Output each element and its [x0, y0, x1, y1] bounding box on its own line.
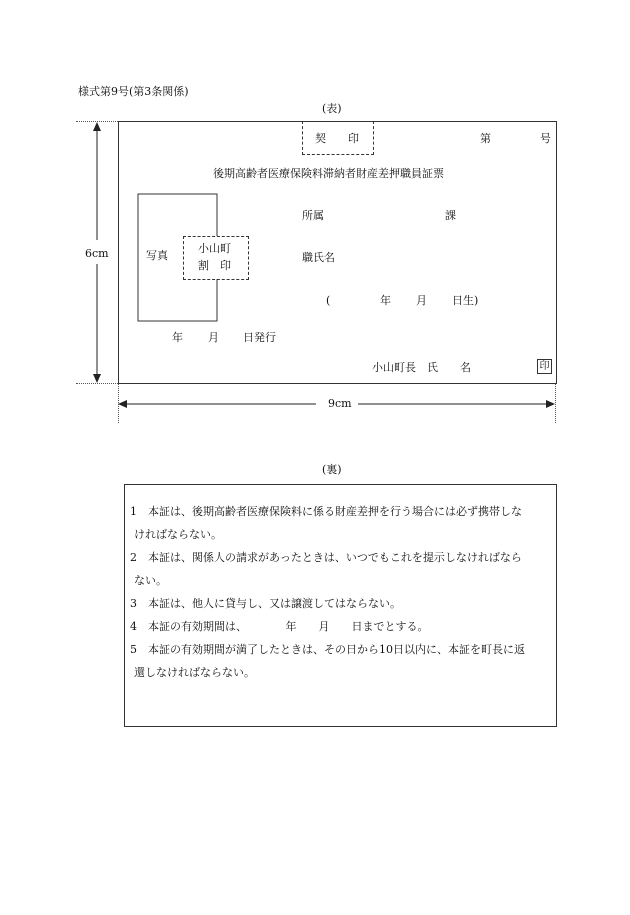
issue-year: 年 — [172, 331, 183, 344]
back-label: (裏) — [322, 463, 342, 476]
stamp-line2: 割 印 — [198, 259, 231, 272]
birth-open: ( — [326, 294, 331, 307]
number-prefix: 第 — [480, 132, 491, 145]
birth-year: 年 — [380, 294, 391, 307]
issue-month: 月 — [208, 331, 219, 344]
photo-label: 写真 — [146, 249, 168, 262]
provision-1: 1 本証は、後期高齢者医療保険料に係る財産差押を行う場合には必ず携帯しな ければならない。 — [130, 505, 522, 541]
dept-label: 所属 — [302, 209, 324, 222]
back-provisions — [130, 500, 555, 684]
number-suffix: 号 — [540, 132, 551, 145]
birth-day: 日生) — [452, 294, 479, 307]
section-label: 課 — [445, 209, 456, 222]
seal-label: 契 印 — [315, 132, 359, 145]
width-dimension-label: 9cm — [328, 397, 352, 410]
issue-day: 日発行 — [243, 331, 276, 344]
stamp-line1: 小山町 — [198, 242, 231, 255]
birth-month: 月 — [416, 294, 427, 307]
provision-5: 5 本証の有効期間が満了したときは、その日から10日以内に、本証を町長に返 還しなければならない。 — [130, 643, 525, 679]
provision-2: 2 本証は、関係人の請求があったときは、いつでもこれを提示しなければなら ない。 — [130, 551, 522, 587]
issuer-label: 小山町長 氏 名 — [372, 361, 471, 374]
height-dimension-label: 6cm — [85, 247, 109, 260]
form-title: 様式第9号(第3条関係) — [78, 85, 189, 98]
front-label: (表) — [322, 102, 342, 115]
card-heading: 後期高齢者医療保険料滞納者財産差押職員証票 — [213, 167, 444, 180]
name-label: 職氏名 — [302, 251, 335, 264]
provision-4: 4 本証の有効期間は、 年 月 日までとする。 — [130, 620, 429, 633]
seal-mark: 印 — [537, 359, 552, 374]
provision-3: 3 本証は、他人に貸与し、又は譲渡してはならない。 — [130, 597, 401, 610]
